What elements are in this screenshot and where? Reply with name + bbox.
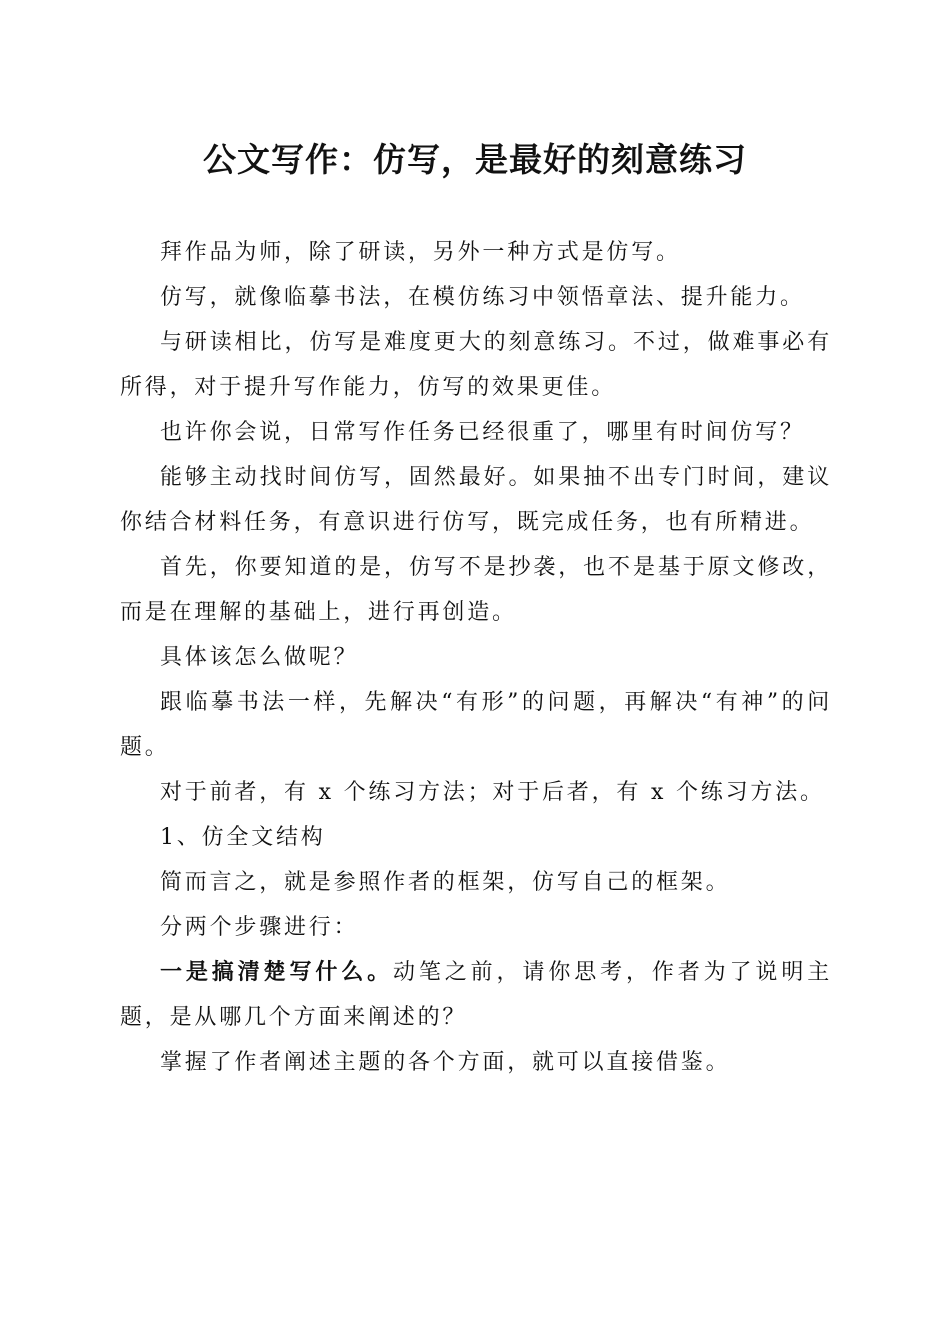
paragraph: 与研读相比，仿写是难度更大的刻意练习。不过，做难事必有所得，对于提升写作能力，仿写的效果更佳。	[120, 330, 832, 400]
paragraph: 首先，你要知道的是，仿写不是抄袭，也不是基于原文修改，而是在理解的基础上，进行再创造。	[120, 555, 832, 625]
paragraph: 能够主动找时间仿写，固然最好。如果抽不出专门时间，建议你结合材料任务，有意识进行仿写，既完成任务，也有所精进。	[120, 465, 832, 535]
paragraph: 跟临摹书法一样，先解决“有形”的问题，再解决“有神”的问题。	[120, 690, 832, 760]
paragraph: 具体该怎么做呢？	[160, 645, 359, 670]
emphasis-rest: 动笔之前，请你思考，作者为了说明主题，是从哪几个方面来阐述的？	[120, 960, 833, 1030]
document-title: 公文写作：仿写，是最好的刻意练习	[203, 140, 747, 179]
paragraph: 掌握了作者阐述主题的各个方面，就可以直接借鉴。	[160, 1050, 731, 1075]
emphasis-paragraph	[120, 950, 832, 1040]
paragraph: 也许你会说，日常写作任务已经很重了，哪里有时间仿写？	[160, 420, 805, 445]
paragraph: 简而言之，就是参照作者的框架，仿写自己的框架。	[160, 870, 731, 895]
paragraph: 仿写，就像临摹书法，在模仿练习中领悟章法、提升能力。	[160, 285, 805, 310]
paragraph: 拜作品为师，除了研读，另外一种方式是仿写。	[160, 240, 681, 265]
paragraph: 对于前者，有 x 个练习方法；对于后者，有 x 个练习方法。	[160, 780, 825, 805]
document-body	[120, 230, 832, 1085]
emphasis-lead: 一是搞清楚写什么。	[160, 959, 393, 985]
section-heading: 1、仿全文结构	[160, 825, 326, 850]
paragraph: 分两个步骤进行：	[160, 915, 359, 940]
